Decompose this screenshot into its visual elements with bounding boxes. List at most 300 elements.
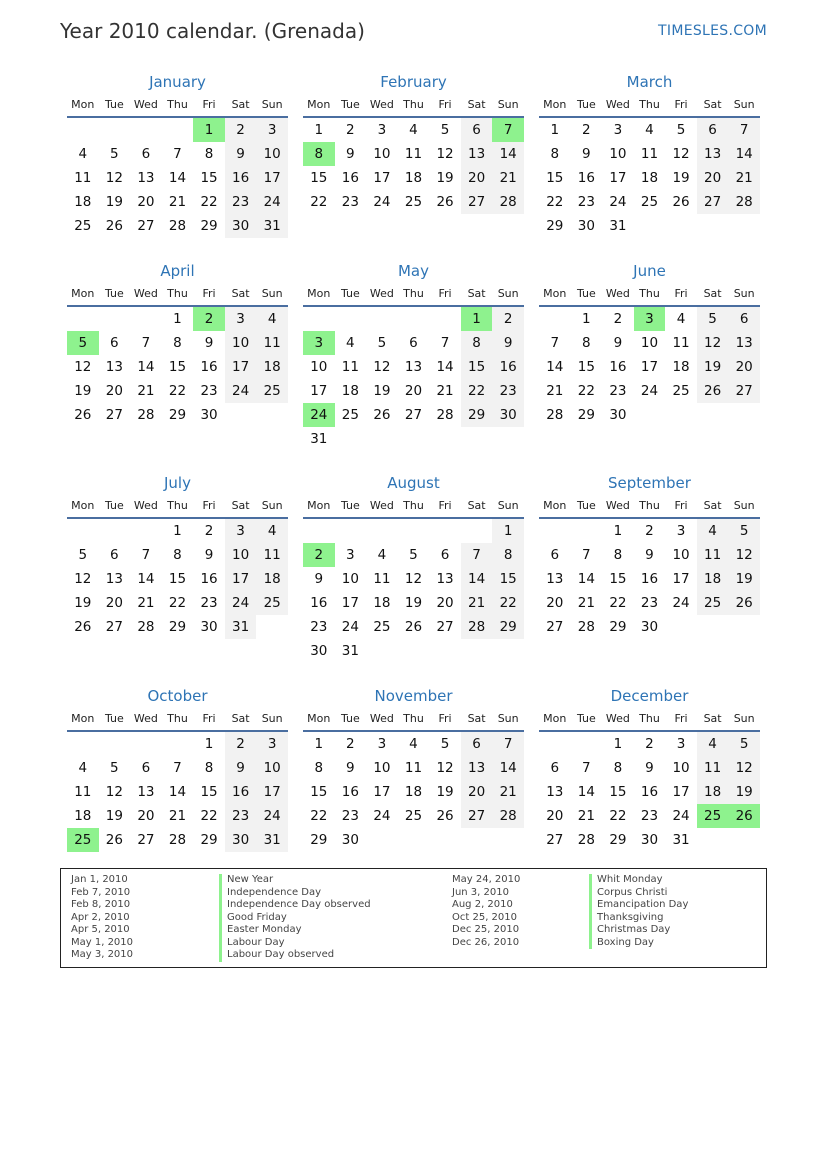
month-name: April [160, 262, 195, 280]
empty-cell [398, 307, 430, 331]
day-cell: 4 [645, 122, 654, 138]
day-cell: 2 [225, 732, 257, 756]
day-cell: 22 [609, 595, 627, 611]
day-cell: 28 [461, 615, 493, 639]
day-cell: 12 [728, 756, 760, 780]
day-cell: 5 [377, 335, 387, 351]
month-name: January [149, 73, 206, 91]
day-cell: 22 [492, 591, 524, 615]
holiday-day-cell: 3 [634, 307, 666, 331]
week-row [539, 379, 760, 403]
empty-cell [728, 828, 760, 852]
day-cell: 12 [672, 146, 690, 162]
legend-date: May 1, 2010 [71, 936, 134, 948]
day-cell: 19 [436, 170, 454, 186]
day-cell: 21 [546, 383, 564, 399]
day-cell: 13 [137, 784, 155, 800]
empty-cell [697, 403, 729, 427]
week-row [539, 780, 760, 804]
day-cell: 23 [609, 383, 627, 399]
day-cell: 10 [256, 142, 288, 166]
day-cell: 29 [310, 832, 328, 848]
weekday-label: Sun [261, 499, 283, 512]
legend-holiday-name: Good Friday [219, 912, 371, 925]
week-row [67, 403, 288, 427]
day-cell: 21 [577, 808, 595, 824]
week-row [303, 732, 524, 756]
day-cell: 6 [461, 118, 493, 142]
empty-cell [99, 118, 131, 142]
empty-cell [571, 519, 603, 543]
day-cell: 9 [645, 760, 654, 776]
day-cell: 5 [409, 547, 418, 563]
legend-names-left [219, 874, 371, 962]
day-cell: 2 [582, 122, 591, 138]
legend-holiday-name: Easter Monday [219, 924, 371, 937]
day-cell: 9 [314, 571, 324, 587]
day-cell: 8 [461, 331, 493, 355]
day-cell: 4 [409, 122, 418, 138]
day-cell: 16 [225, 166, 257, 190]
day-cell: 17 [256, 166, 288, 190]
day-cell: 23 [200, 595, 218, 611]
weekday-label: Fri [674, 712, 688, 725]
day-cell: 22 [200, 194, 218, 210]
day-cell: 18 [74, 194, 92, 210]
week-row [539, 403, 760, 427]
day-cell: 12 [697, 331, 729, 355]
day-cell: 31 [609, 218, 627, 234]
week-row [539, 118, 760, 142]
day-cell: 27 [546, 619, 564, 635]
weekday-label: Thu [167, 98, 188, 111]
empty-cell [665, 403, 697, 427]
day-cell: 10 [310, 359, 328, 375]
legend-date: Jan 1, 2010 [71, 874, 128, 885]
day-cell: 16 [492, 355, 524, 379]
day-cell: 26 [373, 407, 391, 423]
holiday-day-cell: 1 [461, 307, 493, 331]
day-cell: 27 [546, 832, 564, 848]
day-cell: 18 [341, 383, 359, 399]
day-cell: 6 [440, 547, 450, 563]
week-row [303, 567, 524, 591]
weekday-label: Tue [340, 499, 360, 512]
weekday-header [539, 495, 760, 519]
weekday-label: Sun [497, 499, 519, 512]
holiday-day-cell: 2 [193, 307, 225, 331]
weekday-label: Wed [605, 712, 630, 725]
day-cell: 23 [640, 808, 659, 824]
day-cell: 29 [200, 832, 218, 848]
weekday-label: Tue [104, 499, 124, 512]
day-cell: 17 [373, 170, 391, 186]
weekday-label: Wed [369, 712, 394, 725]
week-row [303, 307, 524, 331]
weekday-label: Sun [733, 287, 755, 300]
legend-holiday-name: Labour Day observed [219, 949, 371, 962]
empty-cell [67, 519, 99, 543]
day-cell: 22 [546, 194, 564, 210]
day-cell: 13 [728, 331, 760, 355]
weekday-label: Mon [307, 499, 331, 512]
day-cell: 7 [582, 547, 591, 563]
day-cell: 12 [436, 146, 454, 162]
month-name: December [610, 687, 689, 705]
day-cell: 8 [613, 547, 623, 563]
day-cell: 9 [204, 335, 214, 351]
day-cell: 23 [310, 619, 328, 635]
day-cell: 22 [168, 383, 187, 399]
empty-cell [539, 732, 571, 756]
day-cell: 14 [577, 784, 595, 800]
day-cell: 23 [225, 190, 257, 214]
empty-cell [665, 615, 697, 639]
day-cell: 2 [613, 311, 623, 327]
day-cell: 23 [341, 194, 359, 210]
week-row [67, 828, 288, 852]
weekday-label: Sun [497, 712, 519, 725]
week-row [67, 190, 288, 214]
day-cell: 5 [697, 307, 729, 331]
empty-cell [492, 828, 524, 852]
empty-cell [130, 519, 162, 543]
weekday-label: Thu [639, 712, 660, 725]
month-april [67, 259, 288, 427]
day-cell: 16 [341, 784, 359, 800]
day-cell: 10 [225, 331, 257, 355]
week-row [67, 355, 288, 379]
day-cell: 30 [341, 832, 359, 848]
empty-cell [429, 639, 461, 663]
legend-date: Feb 7, 2010 [71, 886, 131, 898]
day-cell: 28 [546, 407, 564, 423]
week-row [539, 756, 760, 780]
day-cell: 14 [137, 571, 155, 587]
week-row [67, 780, 288, 804]
holiday-day-cell: 5 [67, 331, 99, 355]
day-cell: 20 [105, 383, 123, 399]
day-cell: 21 [492, 166, 524, 190]
empty-cell [665, 214, 697, 238]
day-cell: 9 [225, 142, 257, 166]
month-october [67, 684, 288, 852]
day-cell: 24 [640, 383, 659, 399]
week-row [67, 519, 288, 543]
day-cell: 20 [546, 808, 564, 824]
day-cell: 22 [310, 808, 328, 824]
day-cell: 30 [310, 643, 328, 659]
empty-cell [634, 214, 666, 238]
week-row [539, 214, 760, 238]
day-cell: 6 [141, 760, 151, 776]
weekday-label: Mon [71, 287, 95, 300]
legend-date: Oct 25, 2010 [452, 911, 517, 923]
day-cell: 18 [697, 567, 729, 591]
week-row [303, 403, 524, 427]
weekday-header [303, 283, 524, 307]
day-cell: 7 [550, 335, 560, 351]
empty-cell [634, 403, 666, 427]
week-row [303, 355, 524, 379]
day-cell: 18 [640, 170, 659, 186]
week-row [303, 615, 524, 639]
day-cell: 6 [697, 118, 729, 142]
empty-cell [303, 307, 335, 331]
day-cell: 16 [200, 359, 218, 375]
day-cell: 29 [168, 407, 187, 423]
day-cell: 12 [728, 543, 760, 567]
day-cell: 22 [461, 379, 493, 403]
day-cell: 4 [78, 146, 88, 162]
day-cell: 20 [697, 166, 729, 190]
week-row [539, 166, 760, 190]
month-june [539, 259, 760, 427]
day-cell: 1 [613, 523, 623, 539]
day-cell: 3 [346, 547, 355, 563]
weekday-label: Tue [340, 712, 360, 725]
day-cell: 20 [137, 808, 155, 824]
day-cell: 11 [404, 760, 423, 776]
holiday-legend [60, 868, 767, 968]
legend-date: Dec 25, 2010 [452, 924, 520, 935]
day-cell: 3 [256, 118, 288, 142]
day-cell: 10 [672, 760, 690, 776]
day-cell: 7 [492, 732, 524, 756]
day-cell: 9 [346, 760, 355, 776]
weekday-label: Mon [543, 287, 567, 300]
weekday-label: Mon [307, 287, 331, 300]
month-name: November [374, 687, 453, 705]
weekday-label: Sun [261, 98, 283, 111]
day-cell: 12 [373, 359, 391, 375]
day-cell: 19 [672, 170, 690, 186]
legend-date: May 3, 2010 [71, 949, 134, 960]
weekday-label: Wed [369, 98, 394, 111]
empty-cell [67, 732, 99, 756]
day-cell: 26 [697, 379, 729, 403]
month-march [539, 70, 760, 238]
legend-date: Apr 2, 2010 [71, 911, 130, 923]
day-cell: 9 [346, 146, 355, 162]
week-row [303, 591, 524, 615]
day-cell: 29 [577, 407, 595, 423]
weekday-label: Sat [231, 499, 250, 512]
week-row [539, 615, 760, 639]
empty-cell [429, 828, 461, 852]
day-cell: 17 [609, 170, 627, 186]
weekday-label: Mon [543, 499, 567, 512]
day-cell: 31 [256, 214, 288, 238]
day-cell: 26 [436, 194, 454, 210]
day-cell: 9 [645, 547, 654, 563]
day-cell: 24 [373, 808, 391, 824]
weekday-label: Fri [202, 712, 216, 725]
empty-cell [429, 519, 461, 543]
day-cell: 7 [141, 547, 151, 563]
day-cell: 19 [74, 383, 92, 399]
weekday-label: Tue [576, 499, 596, 512]
day-cell: 26 [436, 808, 454, 824]
day-cell: 21 [168, 808, 187, 824]
brand-link[interactable]: TIMESLES.COM [658, 23, 767, 39]
day-cell: 15 [310, 784, 328, 800]
day-cell: 7 [173, 760, 182, 776]
empty-cell [67, 307, 99, 331]
day-cell: 18 [404, 170, 423, 186]
day-cell: 27 [461, 190, 493, 214]
day-cell: 4 [697, 519, 729, 543]
day-cell: 8 [550, 146, 560, 162]
day-cell: 12 [404, 571, 423, 587]
weekday-label: Wed [605, 287, 630, 300]
weekday-label: Tue [576, 712, 596, 725]
empty-cell [335, 307, 367, 331]
empty-cell [728, 214, 760, 238]
day-cell: 8 [582, 335, 591, 351]
day-cell: 25 [672, 383, 690, 399]
day-cell: 28 [577, 832, 595, 848]
weekday-label: Fri [674, 98, 688, 111]
day-cell: 6 [550, 760, 560, 776]
day-cell: 4 [697, 732, 729, 756]
day-cell: 30 [577, 218, 595, 234]
day-cell: 24 [256, 804, 288, 828]
weekday-header [303, 495, 524, 519]
weekday-label: Fri [438, 499, 452, 512]
day-cell: 11 [373, 571, 391, 587]
day-cell: 27 [105, 407, 123, 423]
month-name: July [164, 474, 191, 492]
day-cell: 31 [310, 431, 328, 447]
day-cell: 19 [373, 383, 391, 399]
day-cell: 5 [728, 732, 760, 756]
day-cell: 18 [672, 359, 690, 375]
legend-date: Aug 2, 2010 [452, 899, 513, 910]
day-cell: 5 [676, 122, 686, 138]
week-row [303, 331, 524, 355]
weekday-header [539, 94, 760, 118]
day-cell: 25 [373, 619, 391, 635]
day-cell: 1 [550, 122, 560, 138]
empty-cell [492, 639, 524, 663]
day-cell: 29 [492, 615, 524, 639]
week-row [67, 142, 288, 166]
day-cell: 2 [645, 523, 654, 539]
day-cell: 15 [546, 170, 564, 186]
weekday-label: Tue [104, 287, 124, 300]
legend-holiday-name: Corpus Christi [589, 887, 688, 900]
month-name: October [147, 687, 208, 705]
day-cell: 1 [173, 523, 182, 539]
weekday-label: Mon [307, 98, 331, 111]
month-february [303, 70, 524, 214]
day-cell: 21 [492, 780, 524, 804]
day-cell: 5 [728, 519, 760, 543]
day-cell: 21 [728, 166, 760, 190]
legend-holiday-name: Emancipation Day [589, 899, 688, 912]
weekday-label: Mon [71, 712, 95, 725]
day-cell: 8 [204, 146, 214, 162]
empty-cell [99, 307, 131, 331]
empty-cell [366, 427, 398, 451]
day-cell: 31 [341, 643, 359, 659]
day-cell: 30 [609, 407, 627, 423]
day-cell: 23 [577, 194, 595, 210]
day-cell: 15 [310, 170, 328, 186]
day-cell: 4 [346, 335, 355, 351]
weekday-label: Thu [403, 287, 424, 300]
day-cell: 26 [672, 194, 690, 210]
day-cell: 19 [105, 194, 123, 210]
week-row [539, 331, 760, 355]
week-row [67, 567, 288, 591]
legend-dates-left [71, 874, 133, 962]
day-cell: 9 [204, 547, 214, 563]
weekday-label: Wed [605, 98, 630, 111]
day-cell: 6 [110, 335, 119, 351]
day-cell: 24 [341, 619, 359, 635]
empty-cell [461, 519, 493, 543]
day-cell: 18 [404, 784, 423, 800]
empty-cell [461, 639, 493, 663]
day-cell: 2 [346, 122, 355, 138]
day-cell: 25 [404, 808, 423, 824]
day-cell: 7 [440, 335, 450, 351]
day-cell: 8 [204, 760, 214, 776]
day-cell: 20 [461, 780, 493, 804]
legend-date: Dec 26, 2010 [452, 936, 520, 948]
weekday-label: Mon [543, 98, 567, 111]
weekday-header [67, 94, 288, 118]
day-cell: 19 [728, 567, 760, 591]
day-cell: 11 [74, 784, 92, 800]
week-row [67, 591, 288, 615]
day-cell: 29 [609, 832, 627, 848]
day-cell: 6 [728, 307, 760, 331]
day-cell: 27 [461, 804, 493, 828]
empty-cell [335, 427, 367, 451]
day-cell: 28 [137, 407, 155, 423]
weekday-label: Sun [733, 712, 755, 725]
day-cell: 7 [173, 146, 182, 162]
weekday-label: Sat [231, 712, 250, 725]
empty-cell [429, 427, 461, 451]
day-cell: 13 [105, 571, 123, 587]
week-row [67, 379, 288, 403]
day-cell: 15 [609, 784, 627, 800]
weekday-label: Sat [703, 98, 722, 111]
day-cell: 11 [672, 335, 690, 351]
weekday-label: Fri [438, 287, 452, 300]
day-cell: 31 [256, 828, 288, 852]
day-cell: 17 [640, 359, 659, 375]
day-cell: 30 [225, 828, 257, 852]
day-cell: 3 [377, 122, 387, 138]
day-cell: 20 [137, 194, 155, 210]
day-cell: 1 [314, 122, 324, 138]
weekday-label: Sat [467, 712, 486, 725]
month-name: February [380, 73, 447, 91]
empty-cell [492, 427, 524, 451]
day-cell: 9 [613, 335, 623, 351]
day-cell: 30 [492, 403, 524, 427]
day-cell: 3 [613, 122, 623, 138]
weekday-label: Tue [104, 712, 124, 725]
weekday-label: Thu [639, 287, 660, 300]
weekday-label: Thu [403, 98, 424, 111]
empty-cell [366, 828, 398, 852]
